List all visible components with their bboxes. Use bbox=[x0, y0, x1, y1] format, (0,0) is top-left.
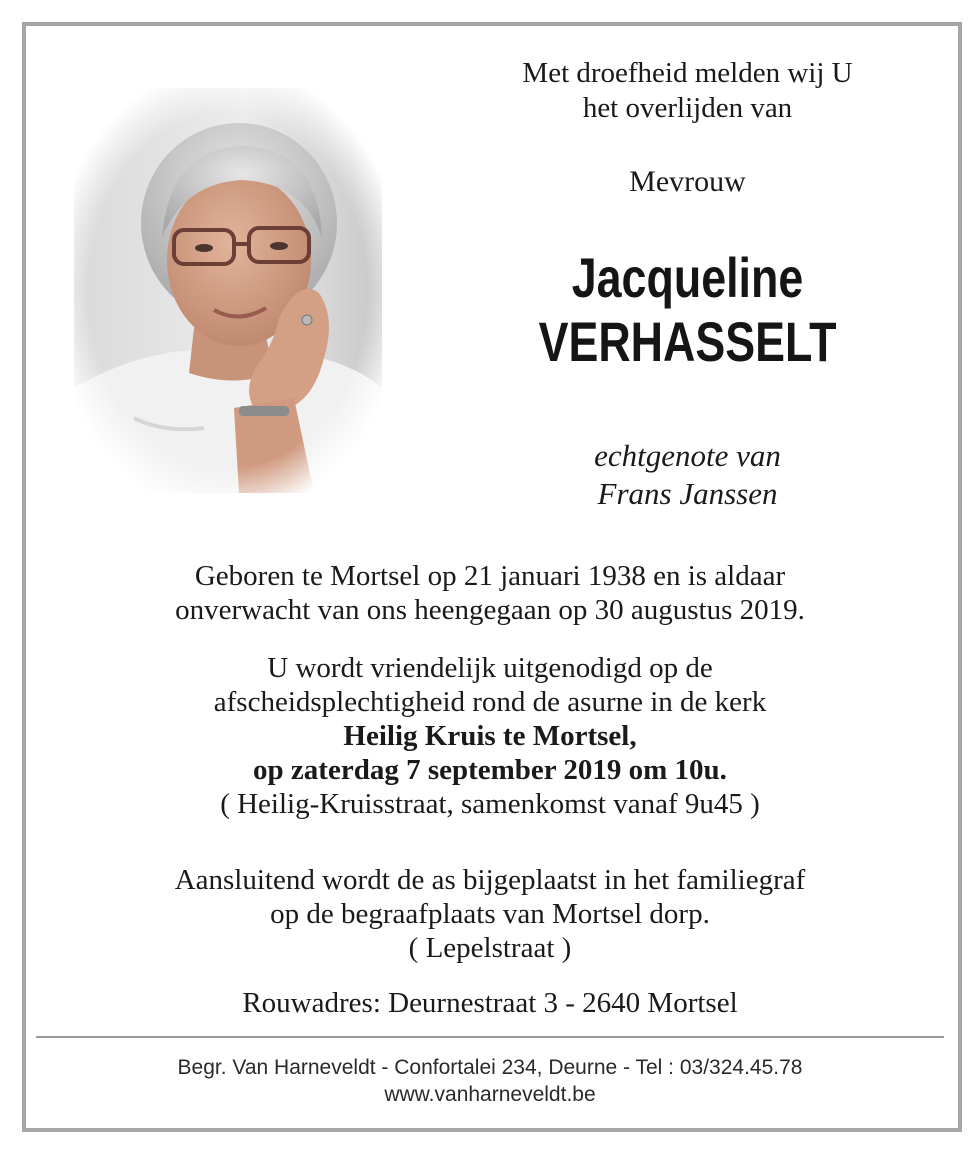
burial-line-2: op de begraafplaats van Mortsel dorp. bbox=[270, 898, 710, 930]
honorific-title: Mevrouw bbox=[629, 165, 746, 198]
burial-street: ( Lepelstraat ) bbox=[408, 932, 572, 964]
portrait-photo bbox=[74, 88, 382, 493]
divider bbox=[36, 1036, 944, 1038]
birth-death-line-2: onverwacht van ons heengegaan op 30 augustus 2019. bbox=[175, 594, 805, 626]
burial-line-1: Aansluitend wordt de as bijgeplaatst in het familiegraf bbox=[174, 864, 806, 896]
deceased-name bbox=[490, 246, 886, 374]
ceremony-meeting: ( Heilig-Kruisstraat, samenkomst vanaf 9u45 ) bbox=[220, 788, 760, 820]
first-name: Jacqueline bbox=[571, 246, 804, 309]
mourning-address: Rouwadres: Deurnestraat 3 - 2640 Mortsel bbox=[242, 987, 738, 1019]
birth-death-line-1: Geboren te Mortsel op 21 januari 1938 en is aldaar bbox=[194, 560, 786, 592]
spouse-line-1: echtgenote van bbox=[594, 438, 781, 473]
funeral-home-info: Begr. Van Harneveldt - Confortalei 234, Deurne - Tel : 03/324.45.78 bbox=[177, 1056, 803, 1079]
spouse-line-2: Frans Janssen bbox=[597, 476, 778, 511]
footer bbox=[40, 1054, 940, 1108]
intro-text bbox=[440, 56, 935, 126]
birth-death-paragraph bbox=[40, 559, 940, 627]
ceremony-church: Heilig Kruis te Mortsel, bbox=[343, 720, 637, 752]
ceremony-line-1: U wordt vriendelijk uitgenodigd op de bbox=[267, 652, 713, 684]
burial-paragraph bbox=[40, 863, 940, 965]
intro-line-1: Met droefheid melden wij U bbox=[522, 57, 853, 89]
ceremony-line-2: afscheidsplechtigheid rond de asurne in de kerk bbox=[213, 686, 767, 718]
ceremony-paragraph bbox=[40, 651, 940, 821]
spouse-text bbox=[440, 437, 935, 513]
last-name: VERHASSELT bbox=[538, 310, 837, 373]
intro-line-2: het overlijden van bbox=[582, 92, 793, 124]
website-link[interactable]: www.vanharneveldt.be bbox=[384, 1083, 596, 1106]
ceremony-datetime: op zaterdag 7 september 2019 om 10u. bbox=[253, 754, 727, 786]
